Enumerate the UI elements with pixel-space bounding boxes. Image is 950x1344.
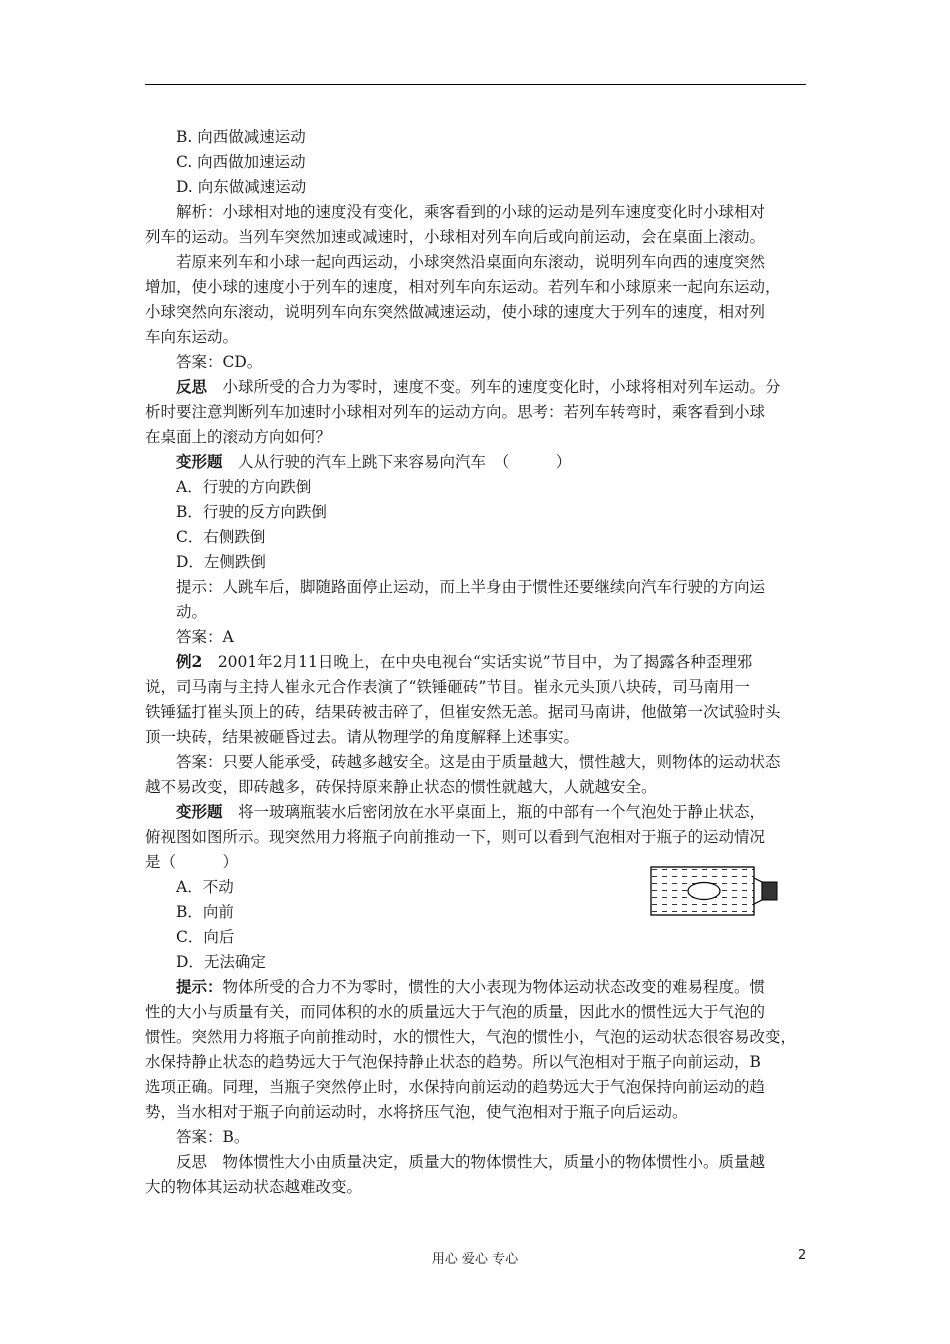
bottle-bubble-figure: [650, 866, 780, 916]
air-bubble: [688, 883, 720, 900]
hint-line: 选项正确。同理，当瓶子突然停止时，水保持向前运动的趋势远大于气泡保持向前运动的趋: [145, 1078, 766, 1096]
answer-line: 答案：只要人能承受，砖越多越安全。这是由于质量越大，惯性越大，则物体的运动状态: [176, 753, 781, 771]
example-question: 例2 2001年2月11日晚上，在中央电视台“实话实说”节目中，为了揭露各种歪理邪: [176, 652, 753, 671]
bottle-cap: [762, 882, 777, 900]
example-line: 铁锤猛打崔头顶上的砖，结果砖被击碎了，但崔安然无恙。据司马南讲，他做第一次试验时头: [145, 703, 781, 721]
option-d: D．左侧跌倒: [176, 553, 266, 571]
footer-text: 用心 爱心 专心: [431, 1252, 519, 1267]
option-c: C. 向西做加速运动: [176, 153, 306, 171]
bottle-neck: [754, 878, 762, 904]
reflection-label: 反思: [176, 1153, 208, 1171]
analysis-line: 若原来列车和小球一起向西运动，小球突然沿桌面向东滚动，说明列车向西的速度突然: [176, 253, 766, 271]
option-d: D. 向东做减速运动: [176, 178, 307, 196]
hint-line: 动。: [176, 603, 208, 621]
hint-line: 提示：人跳车后，脚随路面停止运动，而上半身由于惯性还要继续向汽车行驶的方向运: [176, 578, 766, 596]
answer-line: 答案：A: [176, 628, 234, 646]
analysis-line: 小球突然向东滚动，说明列车向东突然做减速运动，使小球的速度大于列车的速度，相对列: [145, 303, 766, 321]
variant-line: 俯视图如图所示。现突然用力将瓶子向前推动一下，则可以看到气泡相对于瓶子的运动情况: [145, 828, 766, 846]
variant-label: 变形题: [176, 802, 223, 821]
example-line: 说，司马南与主持人崔永元合作表演了“铁锤砸砖”节目。崔永元头顶八块砖，司马南用一: [145, 678, 750, 696]
example-label: 例2: [176, 652, 203, 671]
answer-line: 越不易改变，即砖越多，砖保持原来静止状态的惯性就越大，人就越安全。: [145, 778, 657, 796]
analysis-line: 车向东运动。: [145, 328, 239, 346]
hint-line: 惯性。突然用力将瓶子向前推动时，水的惯性大，气泡的惯性小，气泡的运动状态很容易改变，: [145, 1028, 797, 1046]
variant-question: 变形题 人从行驶的汽车上跳下来容易向汽车 （ ）: [176, 452, 572, 471]
variant-label: 变形题: [176, 452, 223, 471]
reflection-line: 大的物体其运动状态越难改变。: [145, 1178, 363, 1196]
answer-line: 答案：B。: [176, 1128, 250, 1146]
reflection-label: 反思: [176, 377, 208, 396]
option-c: C．右侧跌倒: [176, 528, 266, 546]
option-b: B. 向西做减速运动: [176, 128, 306, 146]
analysis-line: 列车的运动。当列车突然加速或减速时，小球相对列车向后或向前运动，会在桌面上滚动。: [145, 228, 766, 246]
reflection-line: 反思 小球所受的合力为零时，速度不变。列车的速度变化时，小球将相对列车运动。分: [176, 377, 781, 396]
reflection-line: 反思 物体惯性大小由质量决定，质量大的物体惯性大，质量小的物体惯性小。质量越: [176, 1153, 766, 1171]
variant-line: 是（ ）: [145, 853, 239, 871]
hint-line: 水保持静止状态的趋势远大于气泡保持静止状态的趋势。所以气泡相对于瓶子向前运动，B: [145, 1053, 761, 1071]
option-d: D．无法确定: [176, 953, 266, 971]
example-line: 顶一块砖，结果被砸昏过去。请从物理学的角度解释上述事实。: [145, 728, 580, 746]
analysis-line: 增加，使小球的速度小于列车的速度，相对列车向东运动。若列车和小球原来一起向东运动，: [145, 278, 781, 296]
header-rule: [145, 84, 806, 85]
analysis-line: 解析：小球相对地的速度没有变化，乘客看到的小球的运动是列车速度变化时小球相对: [176, 203, 766, 221]
option-b: B．向前: [176, 903, 234, 921]
reflection-line: 在桌面上的滚动方向如何？: [145, 428, 332, 446]
hint-label: 提示：: [176, 977, 223, 996]
option-a: A．行驶的方向跌倒: [176, 478, 312, 496]
reflection-line: 析时要注意判断列车加速时小球相对列车的运动方向。思考：若列车转弯时，乘客看到小球: [145, 403, 766, 421]
option-c: C．向后: [176, 928, 235, 946]
hint-line: 性的大小与质量有关，而同体积的水的质量远大于气泡的质量，因此水的惯性远大于气泡的: [145, 1003, 766, 1021]
variant-question: 变形题 将一玻璃瓶装水后密闭放在水平桌面上，瓶的中部有一个气泡处于静止状态，: [176, 802, 766, 821]
page-number: 2: [798, 1248, 807, 1263]
answer-line: 答案：CD。: [176, 353, 263, 371]
hint-line: 提示：物体所受的合力不为零时，惯性的大小表现为物体运动状态改变的难易程度。惯: [176, 977, 766, 996]
hint-line: 势，当水相对于瓶子向前运动时，水将挤压气泡，使气泡相对于瓶子向后运动。: [145, 1103, 688, 1121]
option-a: A．不动: [176, 878, 234, 896]
option-b: B．行驶的反方向跌倒: [176, 503, 327, 521]
